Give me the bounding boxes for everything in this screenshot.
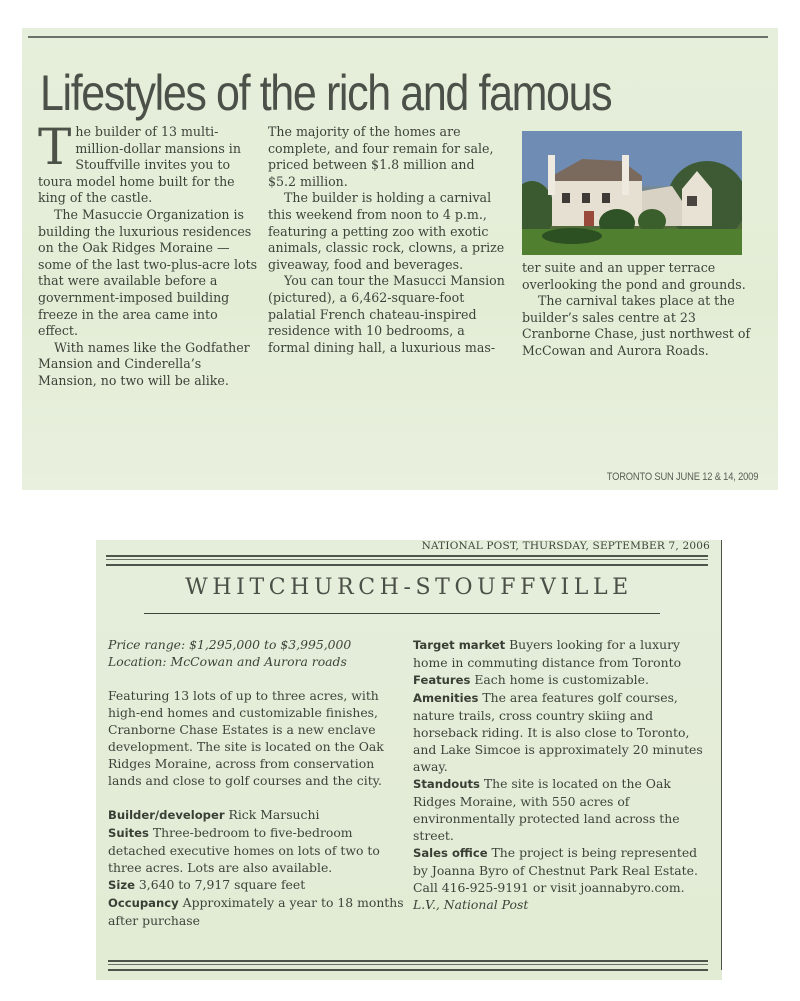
listing-column-2 xyxy=(413,636,709,913)
paragraph: The builder is holding a carnival this weekend from noon to 4 p.m., featuring a petting zoo with exotic animals, classic rock, clowns, a prize giveaway, food and beverages. xyxy=(268,190,505,272)
field-size: Size 3,640 to 7,917 square feet xyxy=(108,877,306,892)
article-column-3 xyxy=(522,260,762,360)
right-rule xyxy=(721,540,722,970)
location: Location: McCowan and Aurora roads xyxy=(108,654,347,669)
drop-cap: T xyxy=(38,118,72,176)
lead-text: he builder of 13 multi-million-dollar mansions in Stouffville invites you to toura model home built for the king of the castle. xyxy=(38,124,241,206)
intro-paragraph: Featuring 13 lots of up to three acres, with high-end homes and customizable finishes, Cranborne Chase Estates is a new enclave development. The site is located on the Oak Ridges Moraine, across from conservation lands and close to golf courses and the city. xyxy=(108,688,384,788)
national-post-clipping xyxy=(96,540,722,980)
toronto-sun-clipping xyxy=(22,28,778,490)
lead-paragraph xyxy=(38,118,260,207)
section-title: WHITCHURCH-STOUFFVILLE xyxy=(185,575,633,600)
source-credit: TORONTO SUN JUNE 12 & 14, 2009 xyxy=(606,471,758,483)
paragraph: ter suite and an upper terrace overlooking the pond and grounds. xyxy=(522,260,746,292)
double-rule-bottom xyxy=(108,960,708,971)
double-rule-top xyxy=(106,555,708,566)
mansion-illustration xyxy=(522,131,742,255)
field-target-market: Target market Buyers looking for a luxury home in commuting distance from Toronto xyxy=(413,637,682,670)
field-features: Features Each home is customizable. xyxy=(413,672,649,687)
field-standouts: Standouts The site is located on the Oak Ridges Moraine, with 550 acres of environmentally protected land across the street. xyxy=(413,776,680,843)
title-rule xyxy=(144,613,660,614)
article-column-1 xyxy=(38,118,260,390)
mansion-photo xyxy=(522,131,742,255)
field-builder: Builder/developer Rick Marsuchi xyxy=(108,807,320,822)
byline: L.V., National Post xyxy=(413,897,529,912)
headline: Lifestyles of the rich and famous xyxy=(40,65,612,121)
field-suites: Suites Three-bedroom to five-bedroom detached executive homes on lots of two to three acres. Lots are also available. xyxy=(108,825,380,875)
dateline: NATIONAL POST, THURSDAY, SEPTEMBER 7, 2006 xyxy=(421,540,710,552)
top-rule xyxy=(28,36,768,38)
paragraph: With names like the Godfather Mansion and Cinderella’s Mansion, no two will be alike. xyxy=(38,339,250,388)
field-amenities: Amenities The area features golf courses, nature trails, cross country skiing and horseback riding. It is also close to Toronto, and Lake Simcoe is approximately 20 minutes away. xyxy=(413,690,703,774)
field-occupancy: Occupancy Approximately a year to 18 months after purchase xyxy=(108,895,404,928)
paragraph: You can tour the Masucci Mansion (pictured), a 6,462-square-foot palatial French chateau-inspired residence with 10 bedrooms, a formal dining hall, a luxurious mas- xyxy=(268,273,505,355)
paragraph: The carnival takes place at the builder’s sales centre at 23 Cranborne Chase, just northwest of McCowan and Aurora Roads. xyxy=(522,293,751,358)
article-column-2 xyxy=(268,124,506,356)
listing-column-1 xyxy=(108,636,406,929)
paragraph: The Masuccie Organization is building the luxurious residences on the Oak Ridges Moraine — some of the last two-plus-acre lots that were available before a government-imposed building freeze in the area came into effect. xyxy=(38,206,258,339)
paragraph: The majority of the homes are complete, and four remain for sale, priced between $1.8 million and $5.2 million. xyxy=(268,124,494,189)
price-range: Price range: $1,295,000 to $3,995,000 xyxy=(108,637,352,652)
field-sales-office: Sales office The project is being represented by Joanna Byro of Chestnut Park Real Estate. Call 416-925-9191 or visit joannabyro.com. L.V., National Post xyxy=(413,845,698,912)
